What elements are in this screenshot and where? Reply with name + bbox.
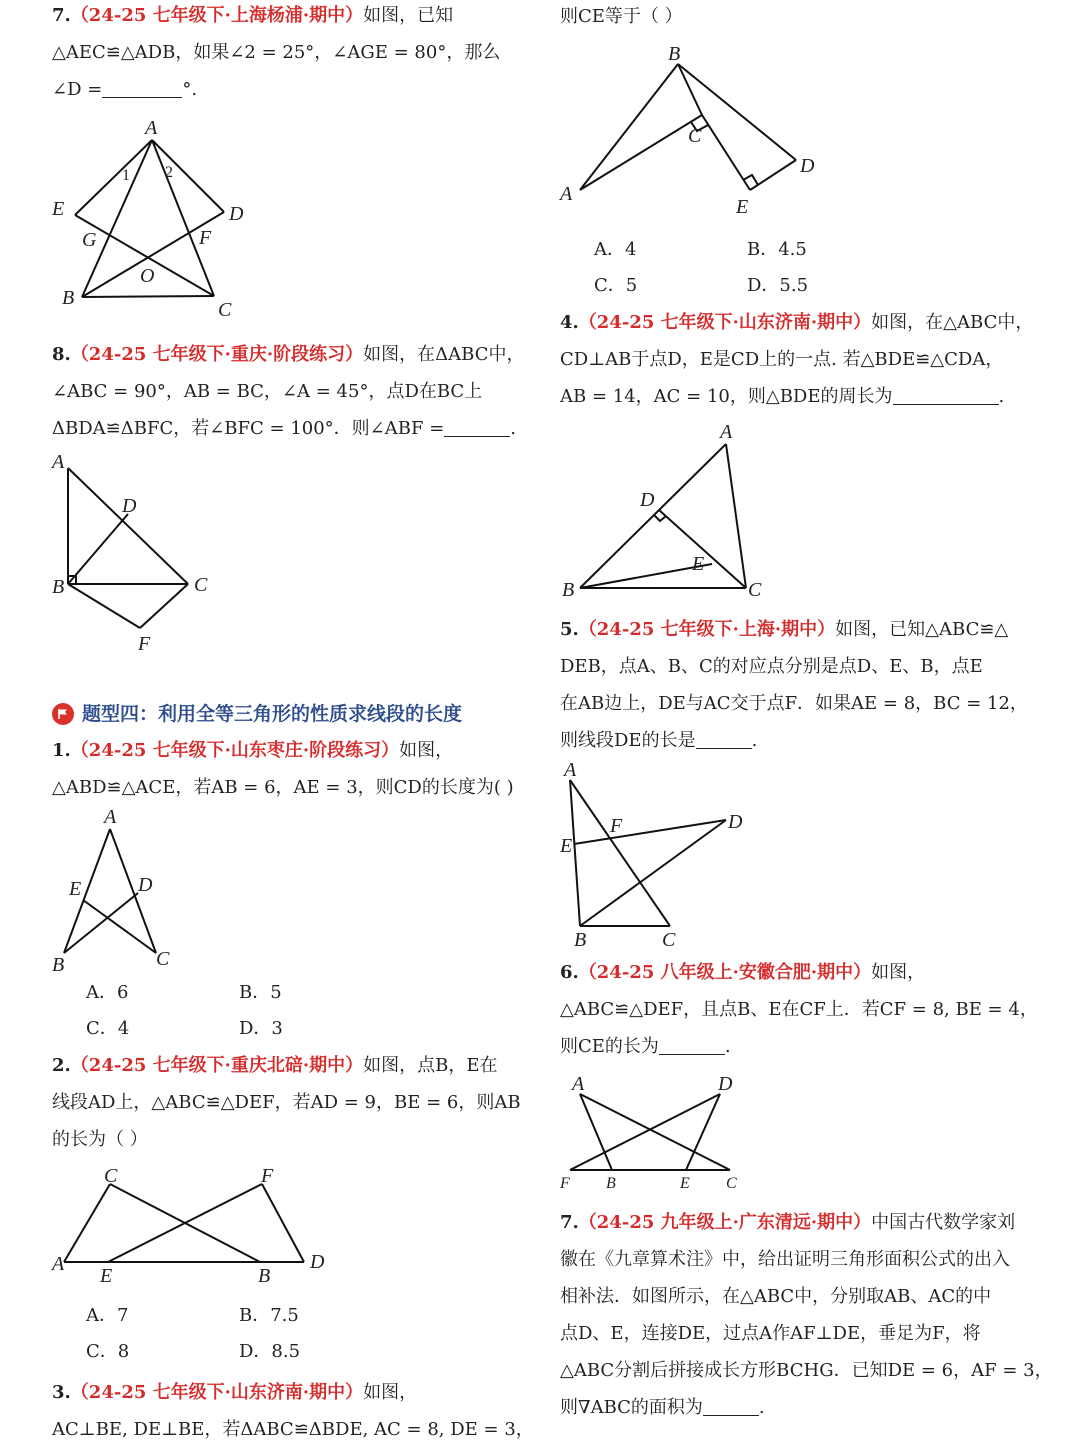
label-B: B — [52, 576, 65, 598]
problem-7-line-1 — [560, 1204, 1053, 1241]
problem-4 — [560, 304, 1033, 415]
question-number: 8. — [52, 344, 71, 365]
question-text: ∠D = — [52, 79, 103, 100]
question-text: 如图，已知△ABC≌△ — [835, 619, 1009, 640]
label-A: A — [52, 451, 65, 473]
option-c[interactable]: C．5 — [594, 275, 638, 296]
question-text: 如图，点B，E在 — [363, 1055, 498, 1076]
problem-5-line-3: 在AB边上，DE与AC交于点F．如果AE = 8，BC = 12， — [560, 693, 1028, 714]
label-D: D — [800, 155, 815, 177]
question-text: 则线段DE的长是 — [560, 730, 696, 751]
label-O: O — [140, 265, 155, 287]
figure-p3 — [560, 40, 830, 230]
label-B: B — [562, 579, 575, 601]
question-7-line-1 — [52, 0, 500, 34]
flag-icon — [52, 703, 74, 725]
question-text: . — [758, 1397, 765, 1418]
question-8 — [52, 336, 525, 447]
label-F: F — [610, 815, 623, 837]
question-number: 4. — [560, 312, 579, 333]
problem-7-line-5: △ABC分割后拼接成长方形BCHG．已知DE = 6，AF = 3， — [560, 1360, 1053, 1381]
question-text: 中国古代数学家刘 — [871, 1212, 1016, 1233]
label-D: D — [728, 811, 743, 833]
problem-2-line-2: 线段AD上，△ABC≌△DEF，若AD = 9，BE = 6，则AB — [52, 1092, 521, 1113]
angle-1-label: 1 — [122, 167, 130, 184]
figure-p2-lines — [64, 1184, 304, 1262]
label-B: B — [574, 929, 587, 951]
problem-1-options — [86, 975, 392, 1047]
label-C: C — [104, 1165, 118, 1187]
problem-2-line-3: 的长为（ ） — [52, 1129, 148, 1150]
question-number: 5. — [560, 619, 579, 640]
figure-q8 — [52, 450, 252, 660]
label-F: F — [199, 227, 212, 249]
problem-6-line-3 — [560, 1028, 1038, 1065]
question-number: 7. — [560, 1212, 579, 1233]
problem-3-options — [594, 232, 900, 304]
section-title: 题型四：利用全等三角形的性质求线段的长度 — [82, 703, 463, 725]
label-A: A — [564, 759, 577, 781]
problem-6 — [560, 954, 1038, 1065]
answer-blank[interactable] — [703, 1397, 759, 1416]
option-a[interactable]: A．6 — [86, 982, 129, 1003]
label-B: B — [52, 954, 65, 976]
question-source: （24-25 七年级下·重庆·阶段练习） — [70, 344, 364, 365]
label-F: F — [261, 1165, 274, 1187]
figure-q8-lines — [68, 468, 188, 628]
answer-blank[interactable] — [102, 79, 182, 98]
problem-7-line-3: 相补法．如图所示，在△ABC中，分别取AB、AC的中 — [560, 1286, 992, 1307]
label-D: D — [718, 1073, 733, 1095]
option-d[interactable]: D．3 — [239, 1018, 283, 1039]
figure-p4 — [560, 420, 810, 605]
option-b[interactable]: B．7.5 — [239, 1305, 299, 1326]
label-D: D — [122, 495, 137, 517]
label-F: F — [138, 633, 151, 655]
label-C: C — [726, 1175, 737, 1192]
question-text: 如图，已知 — [363, 5, 454, 26]
question-7-line-3 — [52, 71, 500, 108]
question-8-line-2: ∠ABC = 90°，AB = BC，∠A = 45°，点D在BC上 — [52, 381, 483, 402]
problem-3-line-3: 则CE等于（ ） — [560, 6, 683, 27]
label-C: C — [748, 579, 762, 601]
figure-p4-lines — [580, 444, 746, 588]
problem-1 — [52, 732, 514, 806]
problem-7-line-6 — [560, 1389, 1053, 1426]
label-D: D — [310, 1251, 325, 1273]
label-A: A — [52, 1253, 65, 1275]
label-B: B — [668, 43, 681, 65]
question-number: 7. — [52, 5, 71, 26]
question-source: （24-25 八年级上·安徽合肥·期中） — [578, 962, 872, 983]
question-text: . — [510, 418, 517, 439]
problem-6-line-2: △ABC≌△DEF，且点B、E在CF上．若CF = 8, BE = 4， — [560, 999, 1038, 1020]
label-C: C — [194, 574, 208, 596]
label-G: G — [82, 229, 97, 251]
question-source: （24-25 七年级下·上海·期中） — [578, 619, 836, 640]
problem-5 — [560, 611, 1028, 759]
answer-blank[interactable] — [659, 1036, 725, 1055]
label-F: F — [560, 1175, 570, 1192]
label-A: A — [104, 806, 117, 828]
label-C: C — [688, 125, 702, 147]
option-d[interactable]: D．8.5 — [239, 1341, 301, 1362]
label-C: C — [156, 948, 170, 970]
problem-5-line-2: DEB，点A、B、C的对应点分别是点D、E、B，点E — [560, 656, 983, 677]
question-8-line-1 — [52, 336, 525, 373]
question-source: （24-25 七年级下·山东济南·期中） — [70, 1382, 364, 1403]
label-A: A — [572, 1073, 585, 1095]
question-source: （24-25 七年级下·重庆北碚·期中） — [70, 1055, 364, 1076]
figure-p6-lines — [570, 1094, 730, 1170]
option-d[interactable]: D．5.5 — [747, 275, 809, 296]
question-text: 如图， — [399, 740, 454, 761]
problem-7-line-4: 点D、E，连接DE，过点A作AF⊥DE，垂足为F，将 — [560, 1323, 981, 1344]
label-E: E — [69, 878, 82, 900]
option-b[interactable]: B．4.5 — [747, 239, 807, 260]
question-8-line-3 — [52, 410, 525, 447]
question-text: 如图， — [871, 962, 926, 983]
problem-7-line-2: 徽在《九章算术注》中，给出证明三角形面积公式的出入 — [560, 1249, 1010, 1270]
question-source: （24-25 七年级下·山东枣庄·阶段练习） — [70, 740, 400, 761]
label-A: A — [145, 117, 158, 139]
question-text: ΔBDA≌ΔBFC，若∠BFC = 100°．则∠ABF = — [52, 418, 445, 439]
figure-p5-lines — [570, 780, 726, 926]
problem-2 — [52, 1047, 521, 1158]
problem-4-line-1 — [560, 304, 1033, 341]
question-text: 如图，在ΔABC中， — [363, 344, 525, 365]
question-text: °. — [182, 79, 198, 100]
label-B: B — [258, 1265, 271, 1287]
problem-5-line-4 — [560, 722, 1028, 759]
figure-p1 — [52, 805, 192, 975]
answer-blank[interactable] — [893, 386, 999, 405]
problem-7 — [560, 1204, 1053, 1426]
answer-blank[interactable] — [696, 730, 752, 749]
question-text: . — [751, 730, 758, 751]
question-text: AB = 14，AC = 10，则△BDE的周长为 — [560, 386, 893, 407]
label-E: E — [52, 198, 65, 220]
question-source: （24-25 七年级下·上海杨浦·期中） — [70, 5, 364, 26]
question-number: 6. — [560, 962, 579, 983]
section-heading — [52, 697, 462, 731]
figure-q7 — [52, 110, 312, 320]
label-E: E — [100, 1265, 113, 1287]
question-7-line-2: △AEC≌△ADB，如果∠2 = 25°，∠AGE = 80°，那么 — [52, 42, 501, 63]
problem-3-line-1 — [52, 1374, 534, 1411]
label-C: C — [218, 299, 232, 321]
question-text: 如图， — [363, 1382, 418, 1403]
question-text: 如图，在△ABC中， — [871, 312, 1034, 333]
label-C: C — [662, 929, 676, 951]
question-text: . — [724, 1036, 731, 1057]
problem-3-continued — [560, 0, 683, 35]
label-B: B — [62, 287, 75, 309]
label-B: B — [606, 1175, 616, 1192]
figure-p5 — [560, 760, 770, 955]
problem-5-line-1 — [560, 611, 1028, 648]
problem-6-line-1 — [560, 954, 1038, 991]
problem-3-line-2: AC⊥BE, DE⊥BE，若ΔABC≌ΔBDE, AC = 8, DE = 3， — [52, 1419, 534, 1440]
label-D: D — [640, 489, 655, 511]
question-source: （24-25 七年级下·山东济南·期中） — [578, 312, 872, 333]
answer-blank[interactable] — [444, 418, 510, 437]
question-text: 则CE的长为 — [560, 1036, 659, 1057]
question-text: . — [998, 386, 1005, 407]
problem-1-line-1 — [52, 732, 514, 769]
label-E: E — [680, 1175, 690, 1192]
question-number: 3. — [52, 1382, 71, 1403]
angle-2-label: 2 — [165, 164, 173, 181]
option-c[interactable]: C．8 — [86, 1341, 130, 1362]
label-D: D — [229, 203, 244, 225]
option-b[interactable]: B．5 — [239, 982, 282, 1003]
problem-2-line-1 — [52, 1047, 521, 1084]
label-D: D — [138, 874, 153, 896]
question-number: 2. — [52, 1055, 71, 1076]
question-number: 1. — [52, 740, 71, 761]
problem-1-line-2: △ABD≌△ACE，若AB = 6，AE = 3，则CD的长度为( ) — [52, 777, 514, 798]
figure-p6 — [560, 1070, 760, 1195]
option-a[interactable]: A．4 — [594, 239, 637, 260]
problem-4-line-3 — [560, 378, 1033, 415]
question-text: 则∇ABC的面积为 — [560, 1397, 703, 1418]
label-A: A — [720, 421, 733, 443]
label-E: E — [560, 835, 573, 857]
option-a[interactable]: A．7 — [86, 1305, 129, 1326]
problem-3 — [52, 1374, 534, 1448]
label-A: A — [560, 183, 573, 205]
figure-p2 — [52, 1160, 342, 1290]
option-c[interactable]: C．4 — [86, 1018, 130, 1039]
problem-2-options — [86, 1298, 392, 1370]
label-E: E — [692, 553, 705, 575]
label-E: E — [736, 196, 749, 218]
problem-4-line-2: CD⊥AB于点D，E是CD上的一点. 若△BDE≌△CDA， — [560, 349, 1004, 370]
question-source: （24-25 九年级上·广东清远·期中） — [578, 1212, 872, 1233]
question-7 — [52, 0, 500, 108]
